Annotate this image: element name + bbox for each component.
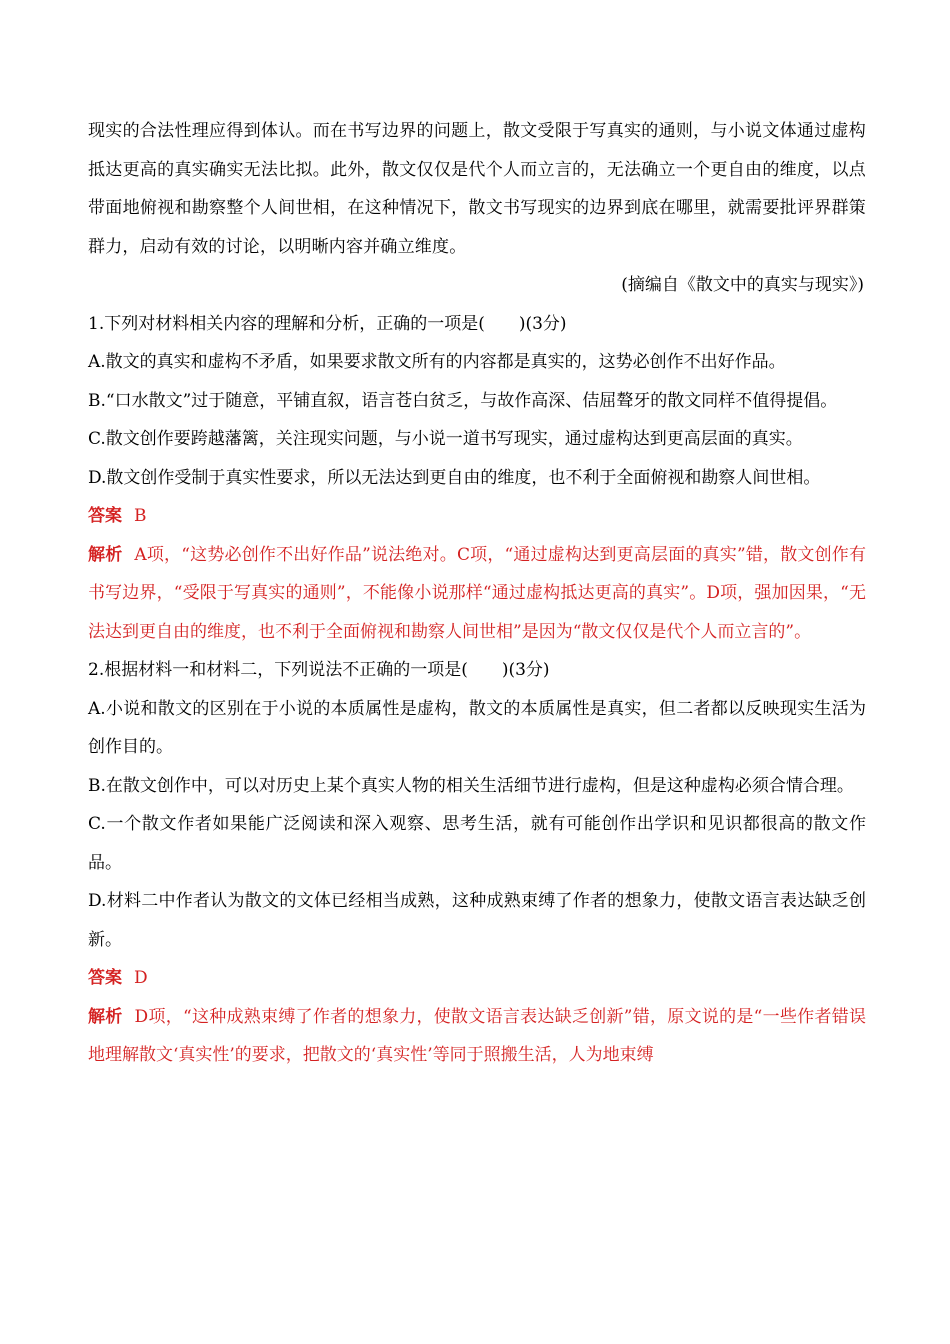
question-stem: 1.下列对材料相关内容的理解和分析，正确的一项是( )(3分) <box>88 313 567 334</box>
analysis-label: 解析 <box>88 544 123 565</box>
option-a: A.小说和散文的区别在于小说的本质属性是虚构，散文的本质属性是真实，但二者都以反映现实生活为创作目的。 <box>88 698 866 757</box>
answer-label: 答案 <box>88 968 122 988</box>
answer-line <box>88 959 866 998</box>
option-b: B.在散文创作中，可以对历史上某个真实人物的相关生活细节进行虚构，但是这种虚构必须合情合理。 <box>88 775 854 796</box>
answer-value: D <box>134 968 148 988</box>
question-1 <box>88 305 866 652</box>
question-2 <box>88 651 866 1075</box>
analysis-label: 解析 <box>88 1006 123 1027</box>
answer-value: B <box>134 506 147 526</box>
question-stem: 2.根据材料一和材料二，下列说法不正确的一项是( )(3分) <box>88 660 550 680</box>
passage-paragraph: 现实的合法性理应得到体认。而在书写边界的问题上，散文受限于写真实的通则，与小说文体通过虚构抵达更高的真实确实无法比拟。此外，散文仅仅是代个人而立言的，无法确立一个更自由的维度，以点带面地俯视和勘察整个人间世相，在这种情况下，散文书写现实的边界到底在哪里，就需要批评界群策群力，启动有效的讨论，以明晰内容并确立维度。 <box>88 121 866 257</box>
passage-source: (摘编自《散文中的真实与现实》) <box>621 275 864 295</box>
answer-label: 答案 <box>88 506 122 526</box>
option-d: D.散文创作受制于真实性要求，所以无法达到更自由的维度，也不利于全面俯视和勘察人间世相。 <box>88 467 821 488</box>
answer-line <box>88 497 866 536</box>
option-b: B.“口水散文”过于随意，平铺直叙，语言苍白贫乏，与故作高深、佶屈聱牙的散文同样不值得提倡。 <box>88 390 838 411</box>
analysis-line <box>88 536 866 652</box>
analysis-line <box>88 998 866 1075</box>
analysis-text: A项，“这势必创作不出好作品”说法绝对。C项，“通过虚构达到更高层面的真实”错，散文创作有书写边界，“受限于写真实的通则”，不能像小说那样“通过虚构抵达更高的真实”。D项，强加因果，“无法达到更自由的维度，也不利于全面俯视和勘察人间世相”是因为“散文仅仅是代个人而立言的”。 <box>88 544 867 642</box>
option-a: A.散文的真实和虚构不矛盾，如果要求散文所有的内容都是真实的，这势必创作不出好作品。 <box>88 352 786 372</box>
option-c: C.一个散文作者如果能广泛阅读和深入观察、思考生活，就有可能创作出学识和见识都很高的散文作品。 <box>88 814 866 873</box>
document-content <box>88 112 866 1075</box>
option-d: D.材料二中作者认为散文的文体已经相当成熟，这种成熟束缚了作者的想象力，使散文语言表达缺乏创新。 <box>88 891 866 950</box>
analysis-text: D项，“这种成熟束缚了作者的想象力，使散文语言表达缺乏创新”错，原文说的是“一些作者错误地理解散文‘真实性’的要求，把散文的‘真实性’等同于照搬生活，人为地束缚 <box>88 1006 866 1065</box>
option-c: C.散文创作要跨越藩篱，关注现实问题，与小说一道书写现实，通过虚构达到更高层面的真实。 <box>88 429 803 449</box>
